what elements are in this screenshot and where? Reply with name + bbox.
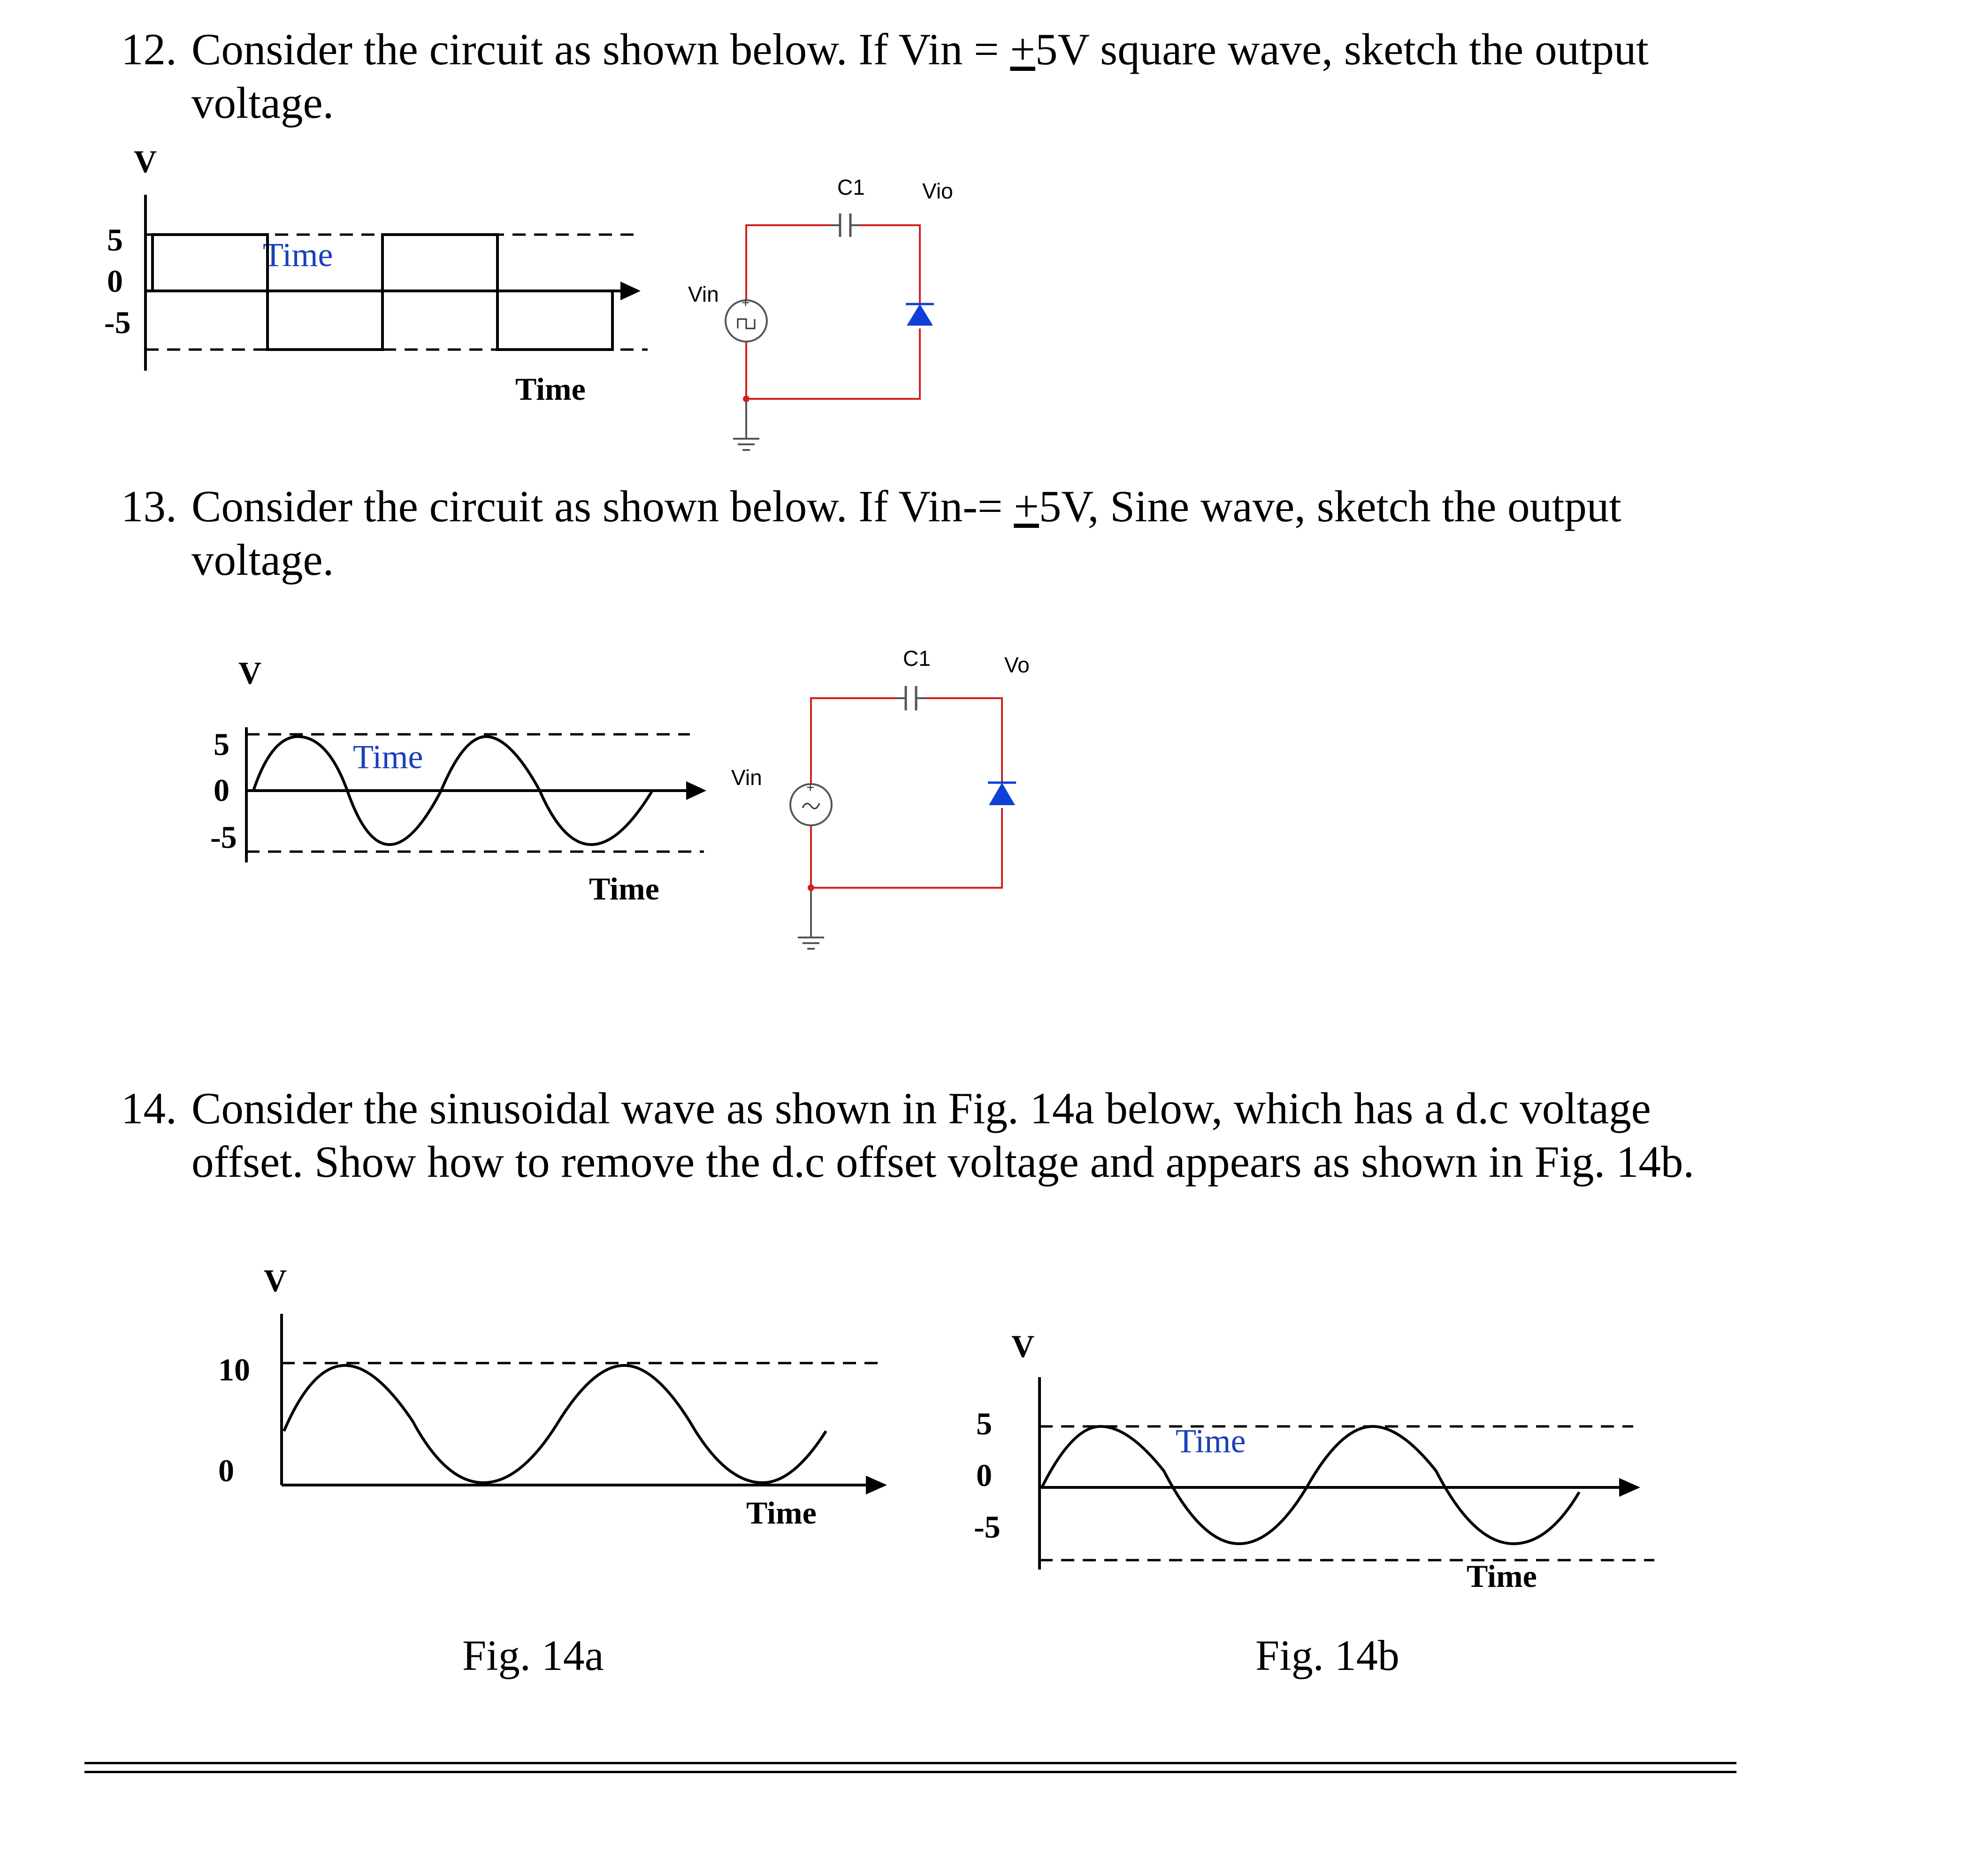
q12-src-label: Vin [688,282,719,306]
q14-line1: Consider the sinusoidal wave as shown in Fig. 14a below, which has a d.c voltage [191,1083,1651,1133]
fig14b-ym5: -5 [974,1509,1001,1545]
fig14a-y10: 10 [218,1352,250,1387]
fig14b-y5: 5 [976,1406,992,1441]
q12-time-below: Time [515,371,586,407]
fig14a-y0: 0 [218,1453,234,1488]
q13-y5: 5 [214,726,229,762]
q12-number: 12. [121,24,177,74]
fig14b-time-below: Time [1467,1558,1537,1594]
q12-x-arrow [620,282,641,300]
q13-wire [811,698,901,785]
q12-text-b: 5V square wave, sketch the output [1035,24,1649,74]
q13-graph [246,727,706,862]
q13-line2: voltage. [191,535,334,585]
q12-circuit [726,213,934,450]
q13-number: 13. [121,481,177,531]
q13-circuit [790,686,1016,949]
q13-time-below: Time [589,871,659,907]
q13-v-label: V [238,655,262,691]
fig14a-caption: Fig. 14a [462,1631,604,1679]
q12-ym5: -5 [104,305,131,340]
q12-out-label: Vio [922,179,953,203]
q12-wire [746,225,835,300]
q12-pm: + [1010,24,1035,74]
fig14a-v-label: V [264,1263,287,1298]
q12-y0: 0 [107,263,123,299]
q13-x-arrow [686,781,706,800]
q12-wire-out [856,225,920,305]
q12-diode-triangle [907,304,933,326]
q13-pm: + [1014,481,1039,531]
q13-src-label: Vin [731,765,762,790]
q13-text-a: Consider the circuit as shown below. If Vin-= [191,481,1014,531]
q13-text-b: 5V, Sine wave, sketch the output [1039,481,1621,531]
fig14b-x-arrow [1619,1478,1640,1497]
separator-rule [84,1762,1736,1779]
q13-y0: 0 [214,772,229,808]
q12-v-label: V [134,144,157,179]
q13-out-label: Vo [1004,653,1030,677]
fig14a-sine-wave [284,1365,826,1483]
fig14a-time: Time [746,1495,817,1531]
q13-wire-bottom [811,808,1002,888]
fig14a-x-arrow [866,1476,887,1494]
q12-node-dot [743,396,749,402]
q12-line2: voltage. [191,78,334,128]
q14-number: 14. [121,1083,177,1133]
fig14b-graph [1040,1377,1654,1570]
q12-text-a: Consider the circuit as shown below. If Vin = [191,24,1010,74]
fig14b-caption: Fig. 14b [1255,1631,1399,1679]
q12-source-plus: + [742,295,750,311]
q12-y5: 5 [107,222,123,258]
q12-time-inside: Time [263,236,333,274]
q13-node-dot [808,884,814,891]
fig14a-graph [282,1314,887,1494]
fig14b-y0: 0 [976,1457,992,1493]
q12-graph [145,195,648,371]
q12-cap-label: C1 [837,175,865,199]
q13-source-plus: + [806,780,815,795]
fig14b-time-inside: Time [1176,1422,1246,1460]
q13-diode-triangle [989,783,1015,805]
q14-line2: offset. Show how to remove the d.c offset voltage and appears as shown in Fig. 14b. [191,1137,1695,1187]
q13-time-inside: Time [353,738,423,776]
fig14b-v-label: V [1011,1328,1035,1364]
q13-cap-label: C1 [903,646,931,671]
fig14b-sine-wave [1042,1426,1579,1544]
q13-wire-out [921,698,1002,784]
q12-wire-bottom [746,328,920,399]
q13-ym5: -5 [210,819,237,855]
